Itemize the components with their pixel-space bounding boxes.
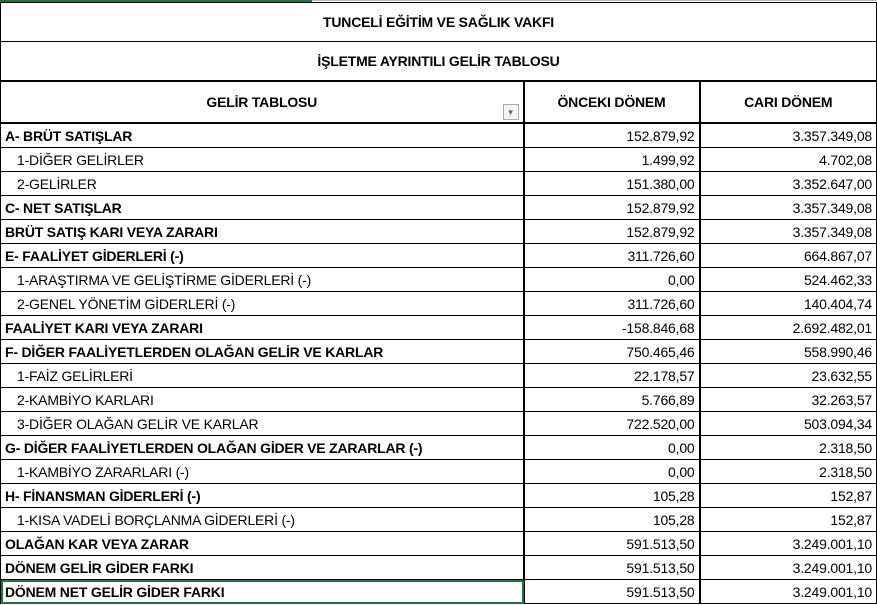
header-row xyxy=(1,81,877,123)
current-period-cell[interactable]: 3.249.001,10 xyxy=(700,556,877,580)
row-label-cell[interactable]: E- FAALİYET GİDERLERİ (-) xyxy=(1,244,524,268)
table-row xyxy=(1,123,877,148)
previous-period-cell[interactable]: 311.726,60 xyxy=(524,244,700,268)
table-row xyxy=(1,172,877,196)
column-header-cari-donem[interactable]: CARI DÖNEM xyxy=(700,81,877,123)
previous-period-cell[interactable]: 591.513,50 xyxy=(524,556,700,580)
previous-period-cell[interactable]: 5.766,89 xyxy=(524,388,700,412)
current-period-cell[interactable]: 23.632,55 xyxy=(700,364,877,388)
row-label-cell[interactable]: BRÜT SATIŞ KARI VEYA ZARARI xyxy=(1,220,524,244)
row-label-cell[interactable]: DÖNEM GELİR GİDER FARKI xyxy=(1,556,524,580)
row-label-cell[interactable]: FAALİYET KARI VEYA ZARARI xyxy=(1,316,524,340)
previous-period-cell[interactable]: 105,28 xyxy=(524,484,700,508)
row-label-cell[interactable]: 1-ARAŞTIRMA VE GELİŞTİRME GİDERLERİ (-) xyxy=(1,268,524,292)
report-title[interactable]: TUNCELİ EĞİTİM VE SAĞLIK VAKFI xyxy=(1,3,877,42)
table-row xyxy=(1,196,877,220)
row-label-cell[interactable]: F- DİĞER FAALİYETLERDEN OLAĞAN GELİR VE KARLAR xyxy=(1,340,524,364)
current-period-cell[interactable]: 2.318,50 xyxy=(700,436,877,460)
current-period-cell[interactable]: 2.318,50 xyxy=(700,460,877,484)
row-label-cell[interactable]: 2-KAMBİYO KARLARI xyxy=(1,388,524,412)
table-row xyxy=(1,148,877,172)
table-row xyxy=(1,220,877,244)
row-label-cell[interactable]: C- NET SATIŞLAR xyxy=(1,196,524,220)
previous-period-cell[interactable]: 1.499,92 xyxy=(524,148,700,172)
table-row xyxy=(1,316,877,340)
previous-period-cell[interactable]: 0,00 xyxy=(524,460,700,484)
current-period-cell[interactable]: 558.990,46 xyxy=(700,340,877,364)
row-label-cell[interactable]: 1-KISA VADELİ BORÇLANMA GİDERLERİ (-) xyxy=(1,508,524,532)
current-period-cell[interactable]: 140.404,74 xyxy=(700,292,877,316)
current-period-cell[interactable]: 4.702,08 xyxy=(700,148,877,172)
column-header-onceki-donem[interactable]: ÖNCEKI DÖNEM xyxy=(524,81,700,123)
divider xyxy=(312,0,877,1)
current-period-cell[interactable]: 503.094,34 xyxy=(700,412,877,436)
row-label-cell[interactable]: OLAĞAN KAR VEYA ZARAR xyxy=(1,532,524,556)
previous-period-cell[interactable]: 0,00 xyxy=(524,268,700,292)
table-row xyxy=(1,292,877,316)
table-row xyxy=(1,412,877,436)
table-row xyxy=(1,580,877,604)
filter-dropdown-icon[interactable]: ▼ xyxy=(503,104,519,120)
current-period-cell[interactable]: 3.357.349,08 xyxy=(700,220,877,244)
table-row xyxy=(1,532,877,556)
income-statement-table xyxy=(0,2,877,604)
table-row xyxy=(1,484,877,508)
previous-period-cell[interactable]: 152.879,92 xyxy=(524,196,700,220)
row-label-cell[interactable]: G- DİĞER FAALİYETLERDEN OLAĞAN GİDER VE ZARARLAR (-) xyxy=(1,436,524,460)
previous-period-cell[interactable]: 311.726,60 xyxy=(524,292,700,316)
current-period-cell[interactable]: 664.867,07 xyxy=(700,244,877,268)
current-period-cell[interactable]: 3.249.001,10 xyxy=(700,532,877,556)
row-label-cell[interactable]: 2-GELİRLER xyxy=(1,172,524,196)
current-period-cell[interactable]: 32.263,57 xyxy=(700,388,877,412)
row-label-cell[interactable]: A- BRÜT SATIŞLAR xyxy=(1,123,524,148)
previous-period-cell[interactable]: 722.520,00 xyxy=(524,412,700,436)
previous-period-cell[interactable]: 591.513,50 xyxy=(524,532,700,556)
table-row xyxy=(1,556,877,580)
current-period-cell[interactable]: 3.357.349,08 xyxy=(700,196,877,220)
current-period-cell[interactable]: 524.462,33 xyxy=(700,268,877,292)
row-label-cell[interactable]: 1-KAMBİYO ZARARLARI (-) xyxy=(1,460,524,484)
current-period-cell[interactable]: 3.352.647,00 xyxy=(700,172,877,196)
report-subtitle[interactable]: İŞLETME AYRINTILI GELİR TABLOSU xyxy=(1,42,877,82)
previous-period-cell[interactable]: 0,00 xyxy=(524,436,700,460)
row-label-cell[interactable]: DÖNEM NET GELİR GİDER FARKI xyxy=(1,580,524,604)
table-row xyxy=(1,268,877,292)
table-row xyxy=(1,364,877,388)
column-header-gelir-tablosu[interactable] xyxy=(1,81,524,123)
previous-period-cell[interactable]: 591.513,50 xyxy=(524,580,700,604)
current-period-cell[interactable]: 152,87 xyxy=(700,484,877,508)
row-label-cell[interactable]: 1-DİĞER GELİRLER xyxy=(1,148,524,172)
previous-period-cell[interactable]: 22.178,57 xyxy=(524,364,700,388)
previous-period-cell[interactable]: -158.846,68 xyxy=(524,316,700,340)
previous-period-cell[interactable]: 105,28 xyxy=(524,508,700,532)
previous-period-cell[interactable]: 152.879,92 xyxy=(524,123,700,148)
title-row xyxy=(1,3,877,42)
table-row xyxy=(1,460,877,484)
row-label-cell[interactable]: 1-FAİZ GELİRLERİ xyxy=(1,364,524,388)
row-label-cell[interactable]: 2-GENEL YÖNETİM GİDERLERİ (-) xyxy=(1,292,524,316)
table-row xyxy=(1,436,877,460)
previous-period-cell[interactable]: 152.879,92 xyxy=(524,220,700,244)
table-row xyxy=(1,508,877,532)
current-period-cell[interactable]: 3.249.001,10 xyxy=(700,580,877,604)
table-row xyxy=(1,340,877,364)
current-period-cell[interactable]: 152,87 xyxy=(700,508,877,532)
row-label-cell[interactable]: H- FİNANSMAN GİDERLERİ (-) xyxy=(1,484,524,508)
column-header-label: GELİR TABLOSU xyxy=(206,94,318,110)
current-period-cell[interactable]: 2.692.482,01 xyxy=(700,316,877,340)
row-label-cell[interactable]: 3-DİĞER OLAĞAN GELİR VE KARLAR xyxy=(1,412,524,436)
table-row xyxy=(1,388,877,412)
previous-period-cell[interactable]: 151.380,00 xyxy=(524,172,700,196)
subtitle-row xyxy=(1,42,877,82)
previous-period-cell[interactable]: 750.465,46 xyxy=(524,340,700,364)
table-row xyxy=(1,244,877,268)
current-period-cell[interactable]: 3.357.349,08 xyxy=(700,123,877,148)
